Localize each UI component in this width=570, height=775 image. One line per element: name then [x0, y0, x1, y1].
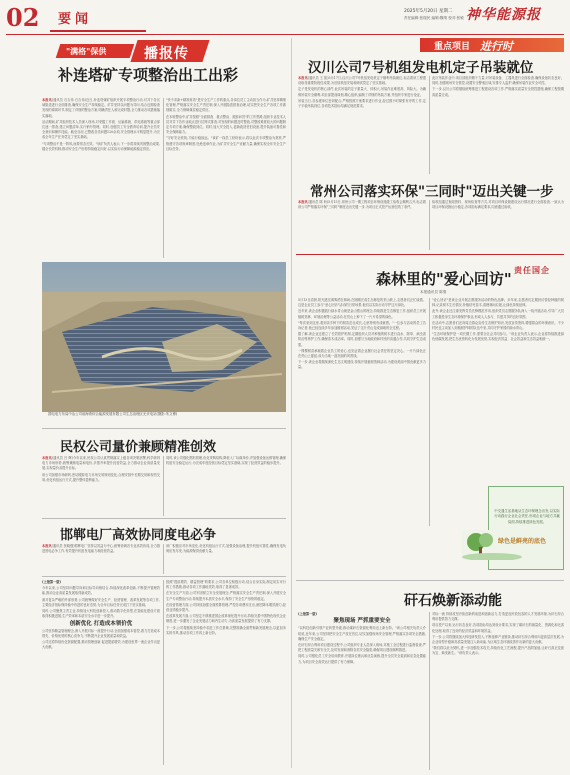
headline-hanchuan: 汉川公司7号机组发电机定子吊装就位: [308, 60, 534, 76]
forest-body-b: "爱心回访"是该企业开展志愿服务活动的特色品牌。多年来,志愿者们定期回访曾经种植的树林,记录树木生长情况,补植枯死苗木,清理林间垃圾,让绿色持续延伸。 此外,该企业还注重发挥党员先锋模范作用,组织党员志愿服务队深入一线开展活动,引导广大员工积极投身生态环境保护事业,形成人人参与、共建共享的良好氛围。 在活动中,志愿者们还向周边群众宣传生态保护知识,发放宣传资料,增强群众的环保意识。不少村民也主动加入到植树护林的队伍中来,共同守护家园的绿水青山。 "生态环境保护是一项长期工作,需要全社会共同参与。"该企业负责人表示,企业将持续推进绿色低碳发展,把生态优势转化为发展优势,实现经济效益、社会效益和生态效益相统一。: [432, 298, 564, 342]
solar-farm-image: [42, 262, 286, 412]
banner-main: 播报传: [144, 46, 189, 62]
column-divider: [163, 98, 164, 258]
hanchuan-body-b: 此次吊装作业中,项目部组织精干力量,对吊装设备、工器具进行全面检查,确保设备状态良好。同时,加强现场安全管控,设置安全警戒区域,安排专人监护,确保吊装作业安全可控。 下一步,汉川公司将继续统筹推进工程建设各项工作,严格落实质量安全管控措施,确保工程按期高质量完成。: [432, 76, 564, 97]
column-tag-text: 责任国企: [514, 265, 550, 275]
column-divider: [429, 612, 430, 770]
column-divider: [429, 200, 430, 250]
green-banner: [462, 530, 562, 560]
headline-gangue: 矸石焕新添动能: [404, 593, 502, 609]
photo-caption: 国电电力布局中冶公司前海湾综合能源发展有限公司生态治理区光伏电站(摄影:朱文博): [48, 412, 178, 416]
headline-minquan: 民权公司量价兼顾精准创效: [60, 440, 217, 455]
headline-handan: 邯郸电厂高效协同度电必争: [60, 528, 217, 543]
column-divider: [429, 298, 430, 526]
article-body-3a: 本报讯(通讯员 张晓强)邯郸电厂坚持以效益为中心,统筹协调各专业高效协同,全力推进度电必争工作,有效提升机组发电能力和经营效益。: [42, 544, 160, 554]
article-body-1b: "快不求新+精准再造"是安全生产工作的重点,各岗位员工主动担当作为,矿井坚持精细化管理,严格落实安全生产责任制,深入开展隐患排查治理,切实把安全生产各项工作做细做实,全力保障煤炭稳定供应。 在本轮整治中,矿井按照"全面排查、重点整治、跟踪问效"的工作思路,组织专业技术人员对井下各作业地点进行拉网式排查,对发现的问题及时整改,对整改难度较大的问题制定专项方案,确保整改到位。同时,加大安全投入,更新改造老旧设备,提升装备可靠性和安全保障能力。 "守好安全底线,才能行稳致远。"该矿一线员工纷纷表示,将以此次专项整治为契机,严格遵守各项规章制度,杜绝违章作业,为矿井安全生产贡献力量,确保实现全年安全生产目标任务。: [166, 98, 286, 151]
column-divider: [163, 456, 164, 516]
gangue-label: (上接第一版): [298, 612, 317, 616]
gangue-subhead: 聚焦现场 严抓重要安全: [333, 618, 391, 625]
continued-body-b: 按照"提质增效、精益管理"的要求,公司各单位积极行动,结合自身实际,制定切实可行的工作措施,推动各项工作落地见效,取得了显著成效。 在安全生产方面,公司牢固树立安全发展理念,严格落实安全生产责任制,深入开展安全生产专项整治行动,持续提升本质安全水平,保持了安全生产形势的稳定。 在经营管理方面,公司持续加强全面预算管理,严控各项费用支出,深挖降本增效潜力,经营业绩稳步提升。 在改革发展方面,公司坚定不移推进国企改革深化提升行动,持续完善中国特色现代企业制度,进一步激发了企业发展活力和内生动力,为高质量发展提供了有力支撑。 下一步,公司将继续坚持稳中求进工作总基调,完整准确全面贯彻新发展理念,以更加务实的作风,推动各项工作再上新台阶。: [166, 580, 286, 635]
headline-forest: 森林里的"爱心回访": [376, 270, 512, 288]
section-rule-3: [42, 576, 286, 577]
headline-changzhou: 常州公司落实环保"三同时"迈出关键一步: [310, 184, 554, 200]
forest-byline: 本报通讯员 陈骞: [420, 290, 447, 294]
hanchuan-body-a: 本报讯(通讯员 王 凯)5月17日,汉川公司7号机组发电机定子顺利吊装就位,标志着该工程建设取得重要阶段性成果,为后续机组安装和调试奠定了坚实基础。 定子是发电机的核心部件,此次吊装的定子重量大、体积大,吊装作业难度高、风险大。为确保吊装安全顺利,项目部提前谋划,精心组织,编制了详细的吊装方案,并组织专家进行论证。 吊装当日,各参建单位密切配合,严格按照方案要求进行作业,经过数小时紧张有序的工作,定子平稳吊装到位,各项技术指标均满足规范要求。: [298, 76, 426, 109]
green-banner-text: 绿色是鲜亮的底色: [498, 538, 547, 545]
headline-buliantasc: 补连塔矿专项整治出工出彩: [58, 66, 239, 84]
section-title: 要闻: [58, 12, 93, 27]
section-rule-2: [42, 518, 286, 519]
key-project-tag-main: 进行时: [480, 40, 513, 53]
continued-subhead: 创新优化 打造成本领价优: [69, 621, 133, 628]
solar-photo: [42, 262, 286, 412]
green-sidebar-text: 中交通生活基地从生态环保理念出发,以实际行动践行企业社会责任,形成企业与地方共赢局面,持续推进绿色发展。: [494, 509, 560, 524]
article-body-2a: 本报讯(通讯员 吕 辉)今年以来,民权公司认真贯彻落实上级各项决策部署,科学研判电力市场形势,统筹兼顾电量和电价,多措并举提升经营效益,全力推动企业高质量发展,实现量价双提升目标。 该公司加强市场研判,密切跟踪电力市场交易规则变化,合理安排中长期交易和现货交易,优化机组运行方式,提升整体盈利能力。: [42, 456, 160, 482]
column-tag-responsible: [514, 258, 550, 277]
section-bar: [50, 30, 146, 32]
column-divider: [163, 544, 164, 574]
article-body-3b: 该厂积极应对市场变化,优化机组运行方式,加强设备治理,提升机组可靠性,确保发电负荷应发尽发,为能源保供贡献力量。: [166, 544, 286, 554]
changzhou-body-b: 验收组通过查阅资料、现场检查等方式,对项目环保设施建设运行情况进行全面检查,一致认为项目环保设施运行稳定,各项指标满足要求,同意通过验收。: [432, 200, 564, 210]
section-rule-1: [42, 428, 286, 429]
continued-label: (上接第一版): [42, 580, 61, 584]
brand-logo: 神华能源报: [466, 7, 541, 23]
article-body-2b: 同时,该公司强化燃料管理,优化采购结构,降低入厂标煤单价,并加强设备运维管理,确保机组安全稳定运行,为完成年度经营目标奠定坚实基础,实现了经营效益的稳步提升。: [166, 456, 286, 466]
section-rule-r2: [296, 580, 564, 581]
key-project-tag-prefix: 重点项目: [434, 42, 471, 52]
key-project-tag: [420, 38, 570, 54]
gangue-body-b: 对标一流 持续攻坚开拓创新的前进和创新活力,打造更加开放包容的人才发展环境,为矸石综合利用提供智力支撑。 项目投产以来,运行状态良好,各项指标均达到设计要求,实现了煤矸石的减量化、资源化和无害化处理,取得了良好的经济效益和环境效益。 下一步,公司将继续加大科技研发投入,不断延伸产业链条,推动矸石综合利用向更高层次发展,为企业转型升级和高质量发展注入新动能,为区域生态环境改善作出新的更大贡献。 "我们将以此为契机,进一步加强技术攻关,持续优化工艺流程,提升产品附加值,让矸石真正变废为宝、焕发新生。"该负责人表示。: [432, 612, 564, 656]
feature-banner: [58, 38, 246, 64]
date-line: 2025年5月20日 星期二: [404, 9, 453, 14]
editor-line: 责任编辑:张瑞民 编辑:魏靖 校对:张敏: [404, 16, 464, 20]
top-rule: [6, 34, 564, 35]
column-divider: [163, 580, 164, 765]
continued-body-a: (上接第一版) 今年以来,公司坚持问题导向和目标导向相结合,持续深化改革创新,不断提升管理效能,推动企业高质量发展取得新成效。 面对复杂严峻的外部形势,公司统筹做好安全生产、经营管理、改革发展等各项工作,主要经济指标保持稳中有进的良好态势,为全年目标任务完成打下坚实基础。 同时,公司聚焦主责主业,持续加大科技创新投入,推动数字化转型,在智能化建设方面取得积极进展,生产效率和本质安全水平进一步提升。 创新优化 打造成本领价优 公司坚持精益管理理念,深入开展对标一流提升行动,全面加强成本管控,着力打造成本领先、价格优势的核心竞争力,不断提升企业发展质量和效益。 公司还将持续优化资源配置,推动管理创新,促进提质增效,为建设世界一流企业作出更大贡献。: [42, 580, 160, 650]
page-number: 02: [6, 3, 40, 32]
column-divider: [429, 76, 430, 174]
changzhou-body-a: 本报讯(通讯员 陈 昕)5月15日,常州公司一期工程项目环保设施竣工验收会顺利召开,标志着该公司严格落实环保"三同时"制度迈出关键一步,为项目正式投产运营创造了条件。: [298, 200, 426, 210]
section-rule-r1: [296, 254, 564, 255]
article-body-1a: 本报讯(通讯员 石吉伟 石吉伟)近日,补连塔煤矿组织开展专项整治行动,对井下各区域隐患进行全面排查,确保安全生产持续稳定。矿井坚持以问题为导向,结合近期检查发现的薄弱环节,制定了详细的整治方案,明确责任人和完成时限,全力推动各项措施落实落地。 活动期间,矿井组织技术人员深入现场,对采掘工作面、运输系统、供电系统等重点部位逐一排查,建立问题清单,实行销号管理。同时,加强员工安全教育培训,提升全员安全意识和操作技能。截至目前,已整改各类问题120余项,安全管理水平明显提升,为完成全年生产任务奠定了坚实基础。 "专项整治不是一阵风,而要常态长效。"该矿负责人表示,下一步将持续巩固整治成果,健全长效机制,推动安全生产形势持续稳定向好,以实际行动保障能源稳定供应。: [42, 98, 160, 151]
page-center-divider: [291, 38, 292, 768]
tree-illustration-icon: [462, 530, 562, 560]
banner-prefix: "满格"保供: [66, 46, 107, 56]
gangue-body-a: (上接第一版) 聚焦现场 严抓重要安全 "以科技创新引领产业转型升级,推动煤矸石资源化利用迈上新台阶。"该公司相关负责人介绍说,近年来,公司坚持把安全生产放在首位,切实加强现场安全管理,严格落实各项安全措施,确保生产安全稳定。 在矸石综合利用项目建设过程中,公司组织专业人员深入现场,对施工全过程进行监督检查,严把工程质量关和安全关,及时发现和消除各类安全隐患,确保项目建设顺利推进。 同时,公司强化员工安全培训教育,开展岗位练兵和应急演练,提升全员安全素质和应急处置能力,为项目安全高效运行提供了有力保障。: [298, 612, 426, 664]
forest-body-a: 5月13日清晨,阳光透过薄雾洒在林间,在刚刚完成生态修复的荒山坡上,志愿者们正忙碌着。这是企业员工参与"爱心回访"活动的日常场景,他们以实际行动守护这片绿色。 近年来,该企业积极践行绿水青山就是金山银山的理念,持续推进生态修复工作,组织员工开展植树造林、环境治理等公益活动,在荒山上种下了一片片希望的绿色。 "每次来到这里,看到亲手种下的树苗茁壮成长,心里特别有成就感。"一位参与活动的员工告诉记者,他已经连续多年参加植树活动,见证了这片荒山变成绿地的全过程。 据了解,该企业还建立了长效管护机制,定期组织人员对种植的树木进行浇水、除草、病虫害防治等养护工作,确保苗木成活率。同时,加强与当地政府和村民的沟通合作,共同守护生态成果。 一棵棵树苗承载着企业员工的爱心,也见证着企业履行社会责任的坚定决心。一片片绿色正在荒山上蔓延,成为当地一道亮丽的风景线。 下一步,该企业将继续深化生态文明建设,持续开展植树造林活动,为建设美丽中国贡献更多力量。: [298, 298, 426, 370]
